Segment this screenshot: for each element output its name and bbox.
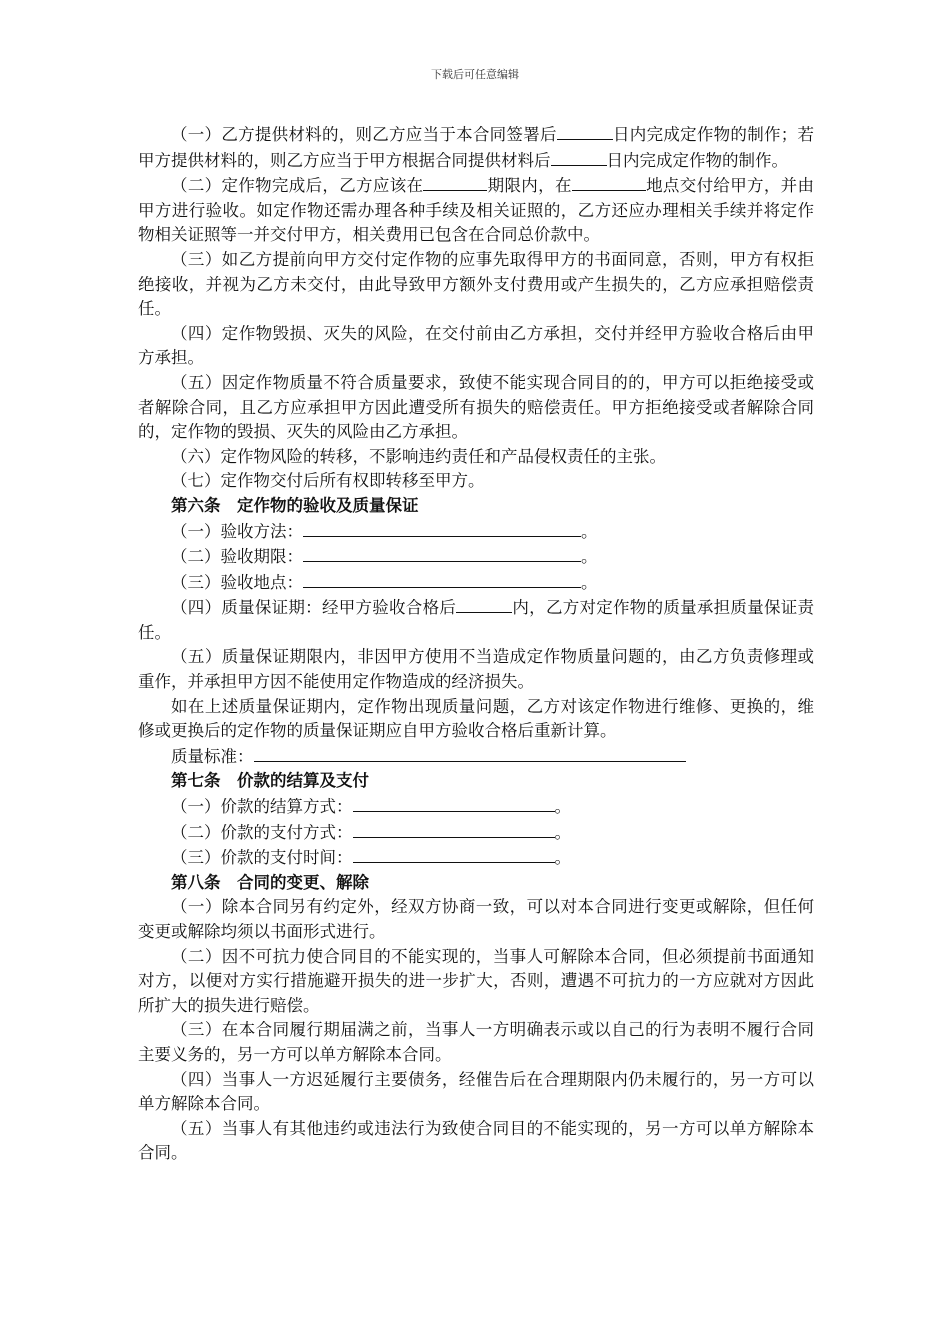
- page-header-note: 下载后可任意编辑: [431, 68, 519, 81]
- clause-7-2: [138, 820, 814, 846]
- document-body: [138, 122, 814, 1166]
- fill-blank: [353, 845, 555, 863]
- clause-5-5: （五）因定作物质量不符合质量要求，致使不能实现合同目的的，甲方可以拒绝接受或者解除合同，且乙方应承担甲方因此遭受所有损失的赔偿责任。甲方拒绝接受或者解除合同的，定作物的毁损、灭失的风险由乙方承担。: [138, 372, 814, 442]
- clause-text: （二）定作物完成后，乙方应该在: [171, 176, 424, 196]
- end-mark: 。: [581, 547, 598, 567]
- clause-8-4: （四）当事人一方迟延履行主要债务，经催告后在合理期限内仍未履行的，另一方可以单方解除本合同。: [138, 1069, 814, 1114]
- clause-5-2: [138, 173, 814, 248]
- clause-5-3: （三）如乙方提前向甲方交付定作物的应事先取得甲方的书面同意，否则，甲方有权拒绝接收，并视为乙方未交付，由此导致甲方额外支付费用或产生损失的，乙方应承担赔偿责任。: [138, 249, 814, 319]
- clause-5-6: （六）定作物风险的转移，不影响违约责任和产品侵权责任的主张。: [171, 446, 666, 466]
- clause-6-repair: 如在上述质量保证期内，定作物出现质量问题，乙方对该定作物进行维修、更换的，维修或更换后的定作物的质量保证期应自甲方验收合格后重新计算。: [138, 696, 814, 741]
- clause-8-2: （二）因不可抗力使合同目的不能实现的，当事人可解除本合同，但必须提前书面通知对方，以便对方实行措施避开损失的进一步扩大，否则，遭遇不可抗力的一方应就对方因此所扩大的损失进行赔偿。: [138, 946, 814, 1015]
- field-label: （二）价款的支付方式：: [171, 822, 353, 842]
- clause-text: 地点交付给甲方，并由甲方进行验收。如定作物还需办理各种手续及相关证照的，乙方还应办理相关手续并将定作物相关证照等一并交付甲方，相关费用已包含在合同总价款中。: [138, 176, 815, 245]
- clause-7-1: [138, 794, 814, 820]
- clause-text: （一）乙方提供材料的，则乙方应当于本合同签署后: [171, 125, 557, 144]
- fill-blank: [303, 519, 581, 537]
- fill-blank: [303, 570, 581, 588]
- field-label: （三）验收地点：: [171, 572, 303, 592]
- clause-8-5: （五）当事人有其他违约或违法行为致使合同目的不能实现的，另一方可以单方解除本合同。: [138, 1118, 814, 1163]
- clause-8-1: （一）除本合同另有约定外，经双方协商一致，可以对本合同进行变更或解除，但任何变更或解除均须以书面形式进行。: [138, 897, 814, 941]
- end-mark: 。: [581, 521, 598, 541]
- clause-6-5: （五）质量保证期限内，非因甲方使用不当造成定作物质量问题的，由乙方负责修理或重作，并承担甲方因不能使用定作物造成的经济损失。: [138, 647, 814, 692]
- quality-standard: [138, 744, 814, 770]
- article-6-title: 第六条 定作物的验收及质量保证: [171, 495, 419, 515]
- end-mark: 。: [554, 848, 571, 868]
- clause-5-1: [138, 122, 814, 173]
- fill-blank: [303, 544, 581, 562]
- clause-text: 期限内，在: [487, 176, 572, 196]
- clause-5-7: （七）定作物交付后所有权即转移至甲方。: [171, 471, 485, 491]
- field-label: （三）价款的支付时间：: [171, 848, 353, 868]
- fill-blank: [254, 744, 686, 762]
- field-label: （二）验收期限：: [171, 547, 303, 567]
- field-label: （一）价款的结算方式：: [171, 797, 353, 817]
- fill-blank: [557, 122, 613, 140]
- clause-text: 内，乙方对定作物的质量承担质量保证责任。: [138, 598, 815, 642]
- clause-text: 日内完成定作物的制作。: [606, 150, 788, 170]
- fill-blank: [572, 173, 646, 191]
- clause-8-3: （三）在本合同履行期届满之前，当事人一方明确表示或以自己的行为表明不履行合同主要义务的，另一方可以单方解除本合同。: [138, 1020, 814, 1064]
- fill-blank: [423, 173, 487, 191]
- clause-text: 日内完成定作物的制作；若甲方提供材料的，则乙方应当于甲方根据合同提供材料后: [138, 125, 815, 170]
- end-mark: 。: [554, 822, 571, 842]
- fill-blank: [551, 148, 607, 166]
- fill-blank: [353, 820, 555, 838]
- clause-6-2: [138, 544, 814, 570]
- clause-6-1: [138, 519, 814, 545]
- clause-7-3: [138, 845, 814, 871]
- field-label: 质量标准：: [171, 746, 254, 766]
- fill-blank: [456, 595, 512, 613]
- article-7-title: 第七条 价款的结算及支付: [171, 771, 369, 791]
- clause-6-4: [138, 595, 814, 645]
- end-mark: 。: [581, 572, 598, 592]
- clause-6-3: [138, 570, 814, 596]
- fill-blank: [353, 794, 555, 812]
- article-8-title: 第八条 合同的变更、解除: [171, 872, 369, 892]
- clause-5-4: （四）定作物毁损、灭失的风险，在交付前由乙方承担，交付并经甲方验收合格后由甲方承担。: [138, 323, 814, 368]
- clause-text: （四）质量保证期：经甲方验收合格后: [171, 598, 457, 618]
- field-label: （一）验收方法：: [171, 521, 303, 541]
- end-mark: 。: [554, 797, 571, 817]
